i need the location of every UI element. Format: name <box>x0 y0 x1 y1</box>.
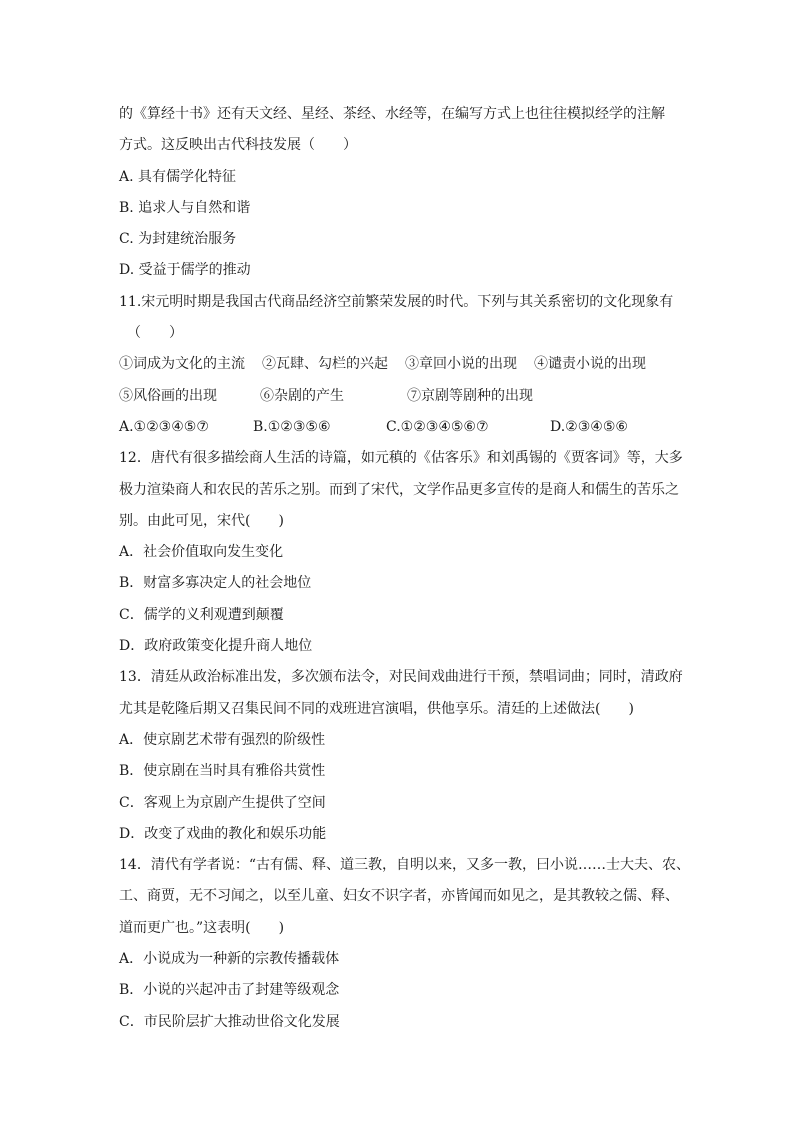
q11-choice-3: ③章回小说的出现 <box>405 356 517 373</box>
q14-option-a: A．小说成为一种新的宗教传播载体 <box>119 951 340 968</box>
q12-stem-line-2: 极力渲染商人和农民的苦乐之别。而到了宋代，文学作品更多宣传的是商人和儒生的苦乐之 <box>119 481 679 498</box>
q14-stem-line-2: 工、商贾，无不习闻之，以至儿童、妇女不识字者，亦皆闻而如见之，是其教较之儒、释、 <box>119 888 679 905</box>
q14-option-b: B．小说的兴起冲击了封建等级观念 <box>119 982 340 999</box>
q10-stem-line-1: 的《算经十书》还有天文经、星经、茶经、水经等，在编写方式上也往往模拟经学的注解 <box>119 106 665 122</box>
q11-stem-line-2: （ ） <box>127 325 183 342</box>
q11-choice-7: ⑦京剧等剧种的出现 <box>407 387 533 404</box>
q14-stem-line-1: 14．清代有学者说：“古有儒、释、道三教，自明以来，又多一教，曰小说……士大夫、农、 <box>119 857 690 874</box>
question-list <box>119 99 690 1038</box>
q13-option-d: D．改变了戏曲的教化和娱乐功能 <box>119 825 327 842</box>
q13-stem-line-1: 13．清廷从政治标准出发，多次颁布法令，对民间戏曲进行干预，禁唱词曲；同时，清政府 <box>119 669 683 686</box>
q11-choice-6: ⑥杂剧的产生 <box>260 387 344 404</box>
q11-answer-c: C.①②③④⑤⑥⑦ <box>386 418 489 435</box>
q13-stem-line-2: 尤其是乾隆后期又召集民间不同的戏班进宫演唱，供他享乐。清廷的上述做法( ) <box>119 700 634 717</box>
q14-stem-line-3: 道而更广也。”这表明( ) <box>119 919 285 936</box>
q11-answer-a: A.①②③④⑤⑦ <box>119 418 209 435</box>
q12-stem-line-1: 12．唐代有很多描绘商人生活的诗篇，如元稹的《估客乐》和刘禹锡的《贾客词》等，大多 <box>119 450 683 467</box>
q11-stem-line-1: 11.宋元明时期是我国古代商品经济空前繁荣发展的时代。下列与其关系密切的文化现象有 <box>119 293 674 310</box>
q11-choice-1: ①词成为文化的主流 <box>119 356 245 373</box>
q14-option-c: C．市民阶层扩大推动世俗文化发展 <box>119 1013 340 1030</box>
q12-option-b: B．财富多寡决定人的社会地位 <box>119 575 312 592</box>
q13-option-b: B．使京剧在当时具有雅俗共赏性 <box>119 763 326 780</box>
q11-choice-4: ④谴责小说的出现 <box>534 356 646 373</box>
q12-stem-line-3: 别。由此可见，宋代( ) <box>119 512 284 529</box>
q11-choices-row-1 <box>119 349 679 380</box>
q11-choice-2: ②瓦肆、勾栏的兴起 <box>262 356 388 373</box>
q12-option-d: D．政府政策变化提升商人地位 <box>119 638 313 655</box>
q10-stem-line-2: 方式。这反映出古代科技发展（ ） <box>119 137 357 154</box>
q11-choices-row-2 <box>119 381 679 412</box>
q10-option-a: A. 具有儒学化特征 <box>119 168 237 185</box>
q13-option-a: A．使京剧艺术带有强烈的阶级性 <box>119 731 326 748</box>
q11-answer-d: D.②③④⑤⑥ <box>550 418 628 435</box>
q10-option-b: B. 追求人与自然和谐 <box>119 199 251 216</box>
q11-choice-5: ⑤风俗画的出现 <box>119 387 217 404</box>
q12-option-c: C．儒学的义利观遭到颠覆 <box>119 606 284 623</box>
q13-option-c: C．客观上为京剧产生提供了空间 <box>119 794 326 811</box>
q12-option-a: A．社会价值取向发生变化 <box>119 544 284 561</box>
q11-answer-b: B.①②③⑤⑥ <box>253 418 331 435</box>
q10-option-c: C. 为封建统治服务 <box>119 231 237 248</box>
q11-answers <box>119 412 679 443</box>
q10-option-d: D. 受益于儒学的推动 <box>119 262 251 279</box>
